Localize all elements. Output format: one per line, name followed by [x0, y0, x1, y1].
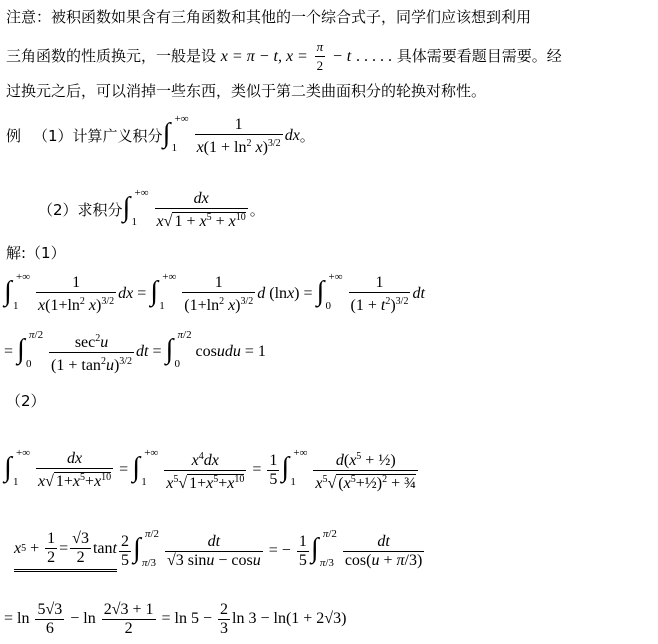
example-part-1-label: （1）计算广义积分	[33, 126, 163, 145]
ellipsis: . . . . .	[355, 48, 392, 65]
example-label: 例	[6, 126, 22, 145]
solution-heading: 解:（1）	[6, 244, 66, 262]
solution-2-line-1: ∫ +∞ 1 $\frac{dx}{x√ 1+x^5+x^{10}}$ = ∫ +∞ 1 $\frac{x^4dx}{x^5√ 1+x^5+x^{10}}$ = $\frac{1}{5}$ ∫ +∞ 1 $\frac{d(x^5 + \frac{1}{2})}{x^5√ (x^5+\frac{1}{2})^2 + \frac{3}{4}}$	[4, 447, 417, 492]
solution-part-2: （2）	[6, 392, 46, 410]
solution-1-line-2: = ∫ π/2 0 $\frac{\sec^2u}{(1 + \tan^2u)^{3/2}}$ dt = ∫ π/2 0 cos udu = 1	[4, 329, 266, 374]
result-1: = 1	[244, 343, 266, 360]
note-line-2	[6, 38, 562, 75]
example-part-2	[38, 186, 265, 234]
pi-over-2	[315, 38, 326, 75]
integral-sign: ∫ +∞ 1	[122, 187, 149, 228]
substitution-underline: x 5 + $\frac{1}{2}$ = $\frac{√3}{2}$ tan t	[14, 530, 117, 572]
note-line-2-text: 三角函数的性质换元，一般是设	[6, 47, 217, 65]
substitution-2-tail: − t	[331, 48, 352, 65]
pi-numerator: π	[315, 38, 326, 57]
example-part-2-label: （2）求积分	[38, 200, 123, 219]
solution-2-final: = ln $\frac{5√3}{6}$ − ln $\frac{2√3 + 1}{2}$ = ln 5 − $\frac{2}{3}$ ln 3 − ln(1 + 2√3)	[4, 600, 347, 637]
integrand-2: $\frac{dx}{x√ 1 + x^5 + x^{10}}$	[156, 189, 246, 230]
note-line-1: 注意：被积函数如果含有三角函数和其他的一个综合式子，同学们应该想到利用	[6, 8, 532, 26]
note-line-2-end: 具体需要看题目需要。经	[396, 47, 562, 65]
integrand-1: $\frac{1}{x(1 + \ln^2 x)^{3/2}}$	[196, 115, 281, 156]
example-part-1	[6, 112, 315, 160]
note-line-3: 过换元之后，可以消掉一些东西，类似于第二类曲面积分的轮换对称性。	[6, 82, 487, 100]
example-part-1-end: 。	[299, 126, 315, 145]
solution-1-line-1: ∫ +∞ 1 $\frac{1}{x(1+\ln^2 x)^{3/2}}$ dx = ∫ +∞ 1 $\frac{1}{(1+\ln^2 x)^{3/2}}$ d (ln x ) = ∫ +∞ 0 $\frac{1}{(1 + t^2)^{3/2}}$ dt	[4, 271, 425, 314]
example-part-2-end: 。	[249, 200, 265, 219]
substitution-1: x = π − t, x =	[220, 48, 308, 65]
integral-sign: ∫ +∞ 1	[162, 113, 189, 154]
solution-2-line-2: x 5 + $\frac{1}{2}$ = $\frac{√3}{2}$ tan t $\frac{2}{5}$ ∫ π/2 π/3 $\frac{dt}{√3 \sin u - \cos u}$ = − $\frac{1}{5}$ ∫ π/2 π/3 $\frac{dt}{\cos(u + \pi/3)}$	[14, 520, 426, 582]
dx: dx	[284, 127, 300, 144]
two-denominator: 2	[316, 58, 324, 73]
